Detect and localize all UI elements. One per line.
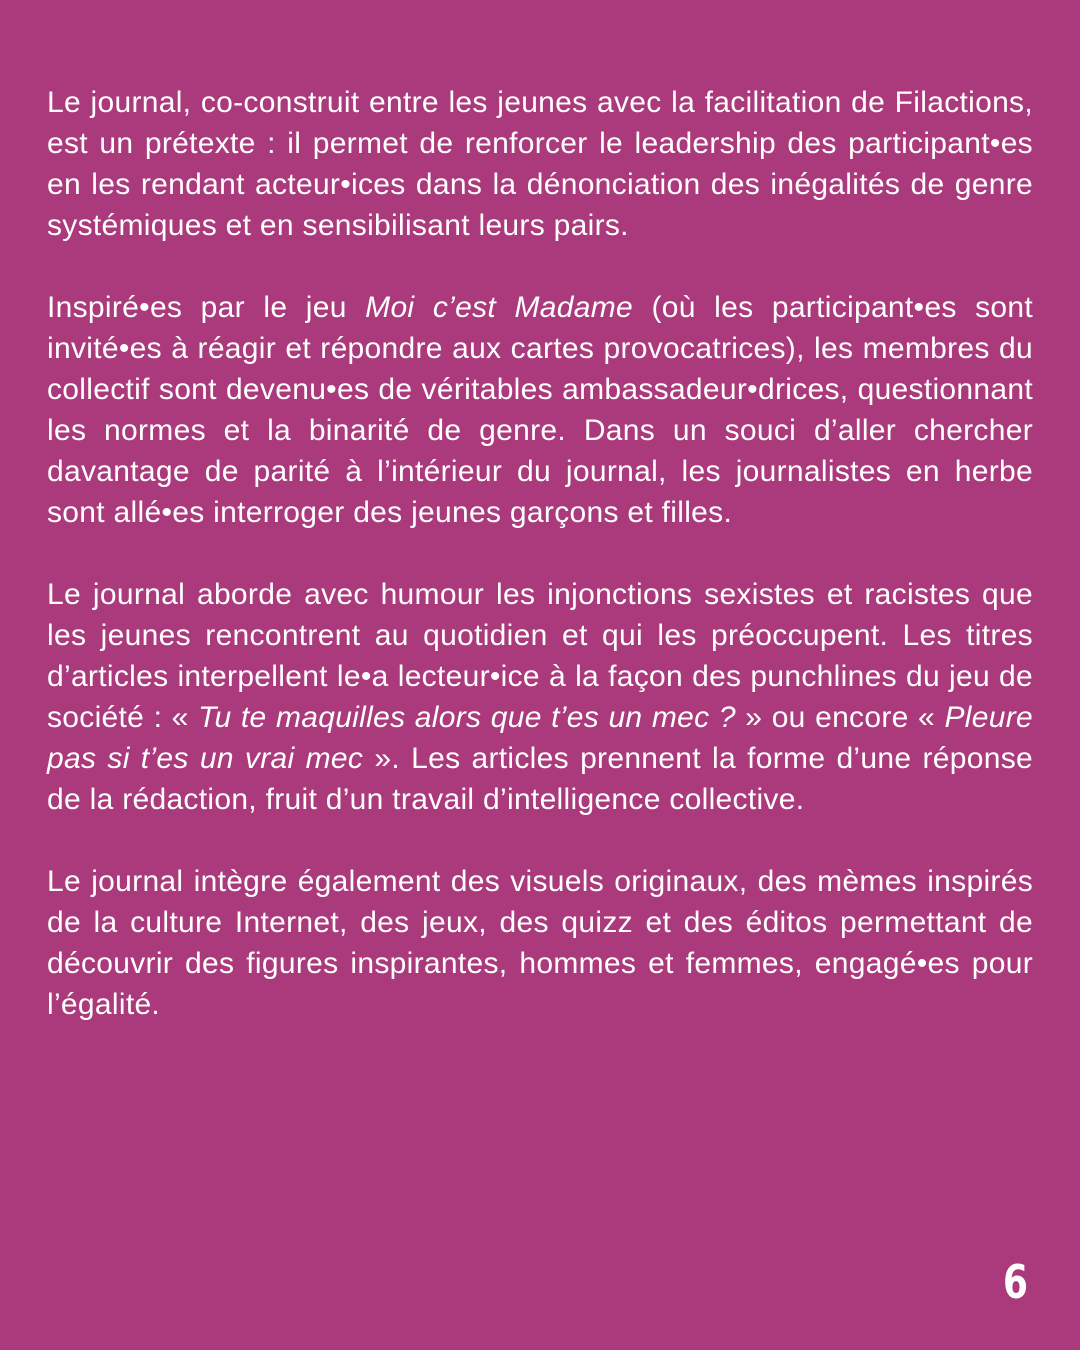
article-title-quote: Pleure pas si t’es un vrai mec bbox=[47, 701, 1033, 775]
paragraph bbox=[47, 82, 1033, 246]
paragraph-text: Le journal intègre également des visuels originaux, des mèmes inspirés de la culture Internet, des jeux, des quizz et des éditos permettant de découvrir des figures inspirantes, hommes et femmes, engagé•es pour l’égalité. bbox=[47, 865, 1033, 1021]
paragraph-text: » ou encore « bbox=[735, 701, 945, 734]
paragraph bbox=[47, 287, 1033, 533]
paragraph-text: Le journal aborde avec humour les injonctions sexistes et racistes que les jeunes rencontrent au quotidien et qui les préoccupent. Les titres d’articles interpellent le•a lecteur•ice à la façon des punchlines du jeu de société : « bbox=[47, 578, 1033, 734]
game-title: Moi c’est Madame bbox=[365, 291, 633, 324]
paragraph-text: Inspiré•es par le jeu bbox=[47, 291, 366, 324]
page-number: 6 bbox=[1003, 1255, 1028, 1309]
paragraph-text: ». Les articles prennent la forme d’une réponse de la rédaction, fruit d’un travail d’intelligence collective. bbox=[47, 742, 1033, 816]
body-text bbox=[47, 82, 1033, 1066]
paragraph-text: Le journal, co-construit entre les jeunes avec la facilitation de Filactions, est un prétexte : il permet de renforcer le leadership des participant•es en les rendant acteur•ices dans la dénonciation des inégalités de genre systémiques et en sensibilisant leurs pairs. bbox=[47, 86, 1033, 242]
paragraph bbox=[47, 861, 1033, 1025]
paragraph-text: (où les participant•es sont invité•es à réagir et répondre aux cartes provocatrices), les membres du collectif sont devenu•es de véritables ambassadeur•drices, questionnant les normes et la binarité de genre. Dans un souci d’aller chercher davantage de parité à l’intérieur du journal, les journalistes en herbe sont allé•es interroger des jeunes garçons et filles. bbox=[47, 291, 1033, 529]
paragraph bbox=[47, 574, 1033, 820]
article-title-quote: Tu te maquilles alors que t’es un mec ? bbox=[198, 701, 736, 734]
